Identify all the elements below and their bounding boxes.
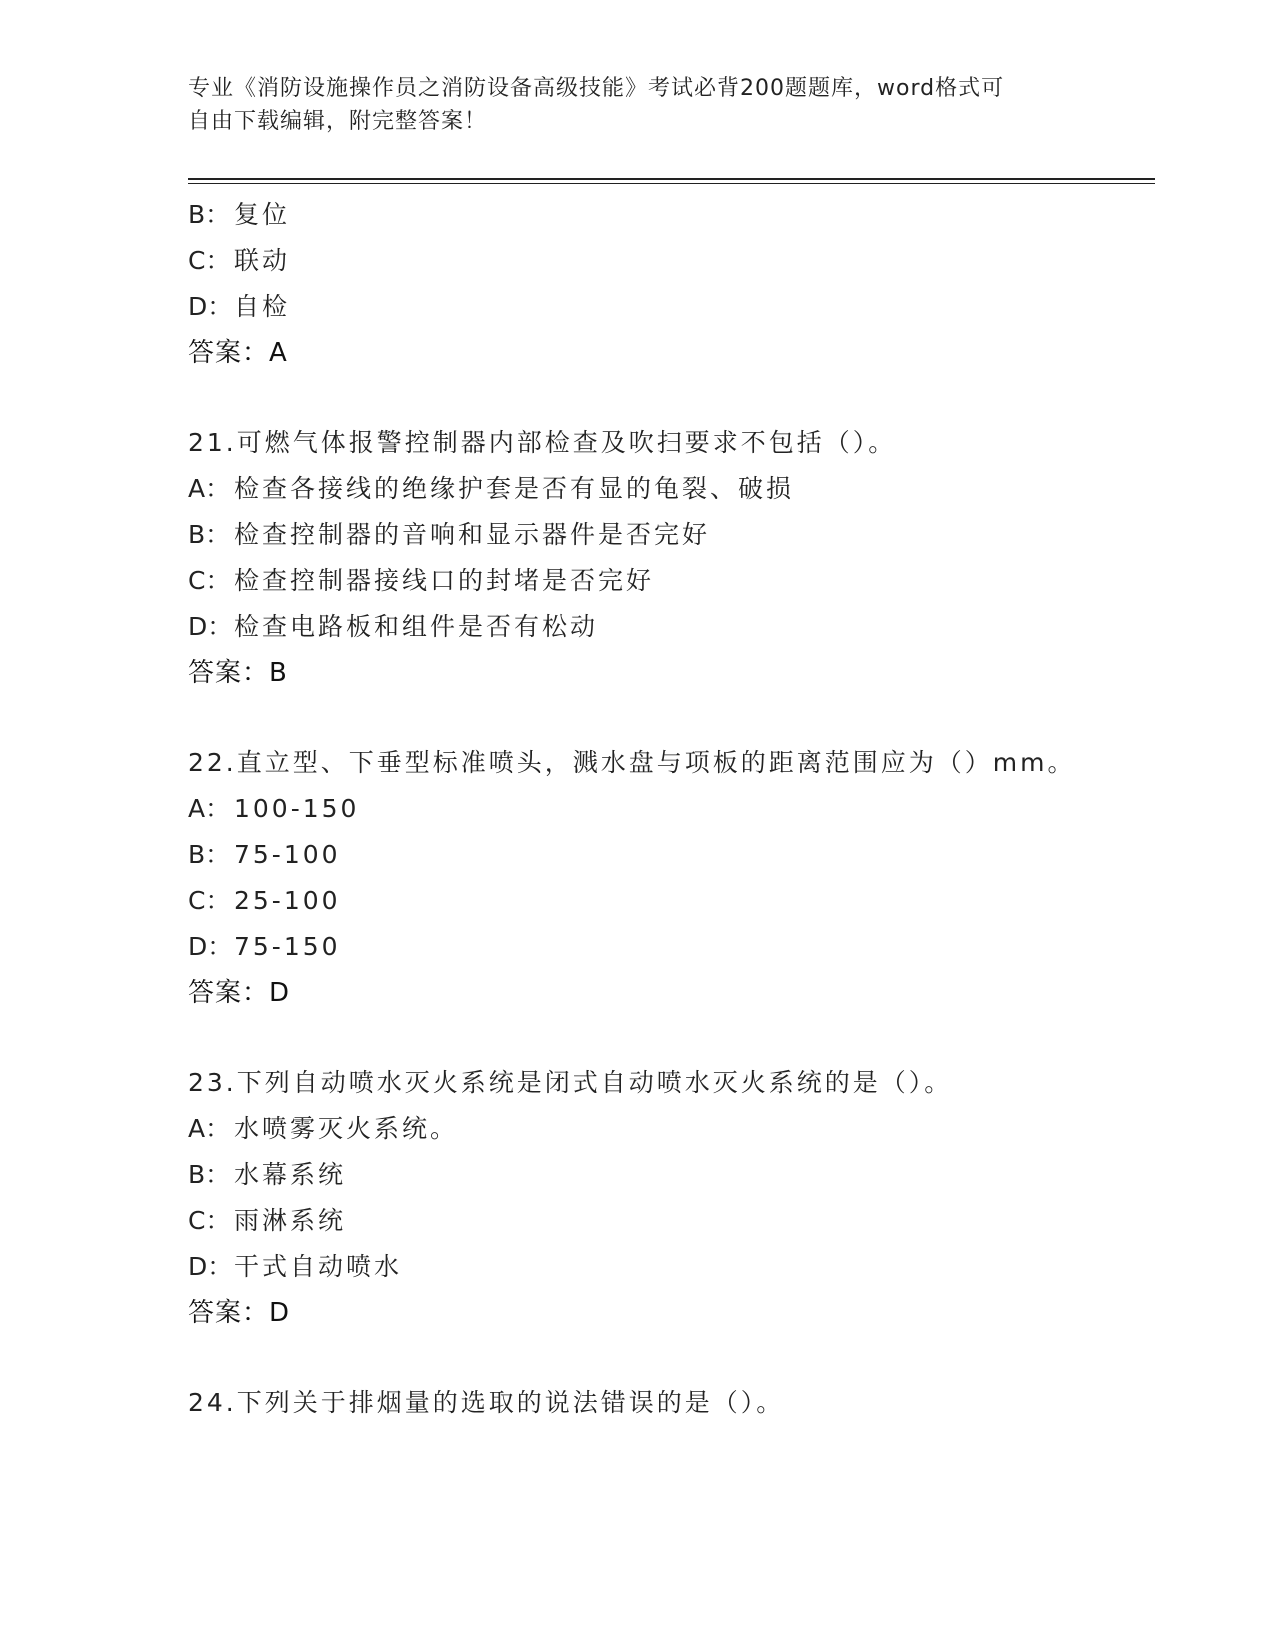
header-rule-thick xyxy=(188,178,1155,180)
option-d: D：75-150 xyxy=(188,932,341,961)
header-line-2: 自由下载编辑，附完整答案！ xyxy=(188,109,488,134)
answer-line: 答案：D xyxy=(188,1298,291,1328)
question-stem: 24.下列关于排烟量的选取的说法错误的是（）。 xyxy=(188,1388,785,1417)
question-stem: 23.下列自动喷水灭火系统是闭式自动喷水灭火系统的是（）。 xyxy=(188,1068,953,1097)
header-line-1: 专业《消防设施操作员之消防设备高级技能》考试必背200题题库，word格式可 xyxy=(188,76,1005,101)
option-c: C： 联动 xyxy=(188,246,291,275)
question-block-20 xyxy=(188,192,1148,376)
option-d: D：干式自动喷水 xyxy=(188,1252,403,1281)
question-stem: 21.可燃气体报警控制器内部检查及吹扫要求不包括（）。 xyxy=(188,428,897,457)
answer-line: 答案：A xyxy=(188,338,288,368)
option-c: C： 雨淋系统 xyxy=(188,1206,347,1235)
option-a: A： 100-150 xyxy=(188,794,360,823)
option-b: B： 复位 xyxy=(188,200,291,229)
question-block-21 xyxy=(188,420,1148,696)
question-stem: 22.直立型、下垂型标准喷头，溅水盘与项板的距离范围应为（）mm。 xyxy=(188,748,1076,777)
question-block-22 xyxy=(188,740,1148,1016)
answer-line: 答案：D xyxy=(188,978,291,1008)
option-c: C： 25-100 xyxy=(188,886,341,915)
option-d: D：检查电路板和组件是否有松动 xyxy=(188,612,599,641)
option-a: A： 水喷雾灭火系统。 xyxy=(188,1114,459,1143)
header-rule-thin xyxy=(188,183,1155,184)
option-c: C： 检查控制器接线口的封堵是否完好 xyxy=(188,566,655,595)
option-d: D：自检 xyxy=(188,292,291,321)
question-list xyxy=(188,192,1148,1426)
document-header xyxy=(188,72,1088,138)
option-b: B： 检查控制器的音响和显示器件是否完好 xyxy=(188,520,711,549)
option-b: B： 75-100 xyxy=(188,840,341,869)
option-b: B： 水幕系统 xyxy=(188,1160,347,1189)
question-block-23 xyxy=(188,1060,1148,1336)
answer-line: 答案：B xyxy=(188,658,288,688)
option-a: A： 检查各接线的绝缘护套是否有显的龟裂、破损 xyxy=(188,474,795,503)
question-block-24 xyxy=(188,1380,1148,1426)
